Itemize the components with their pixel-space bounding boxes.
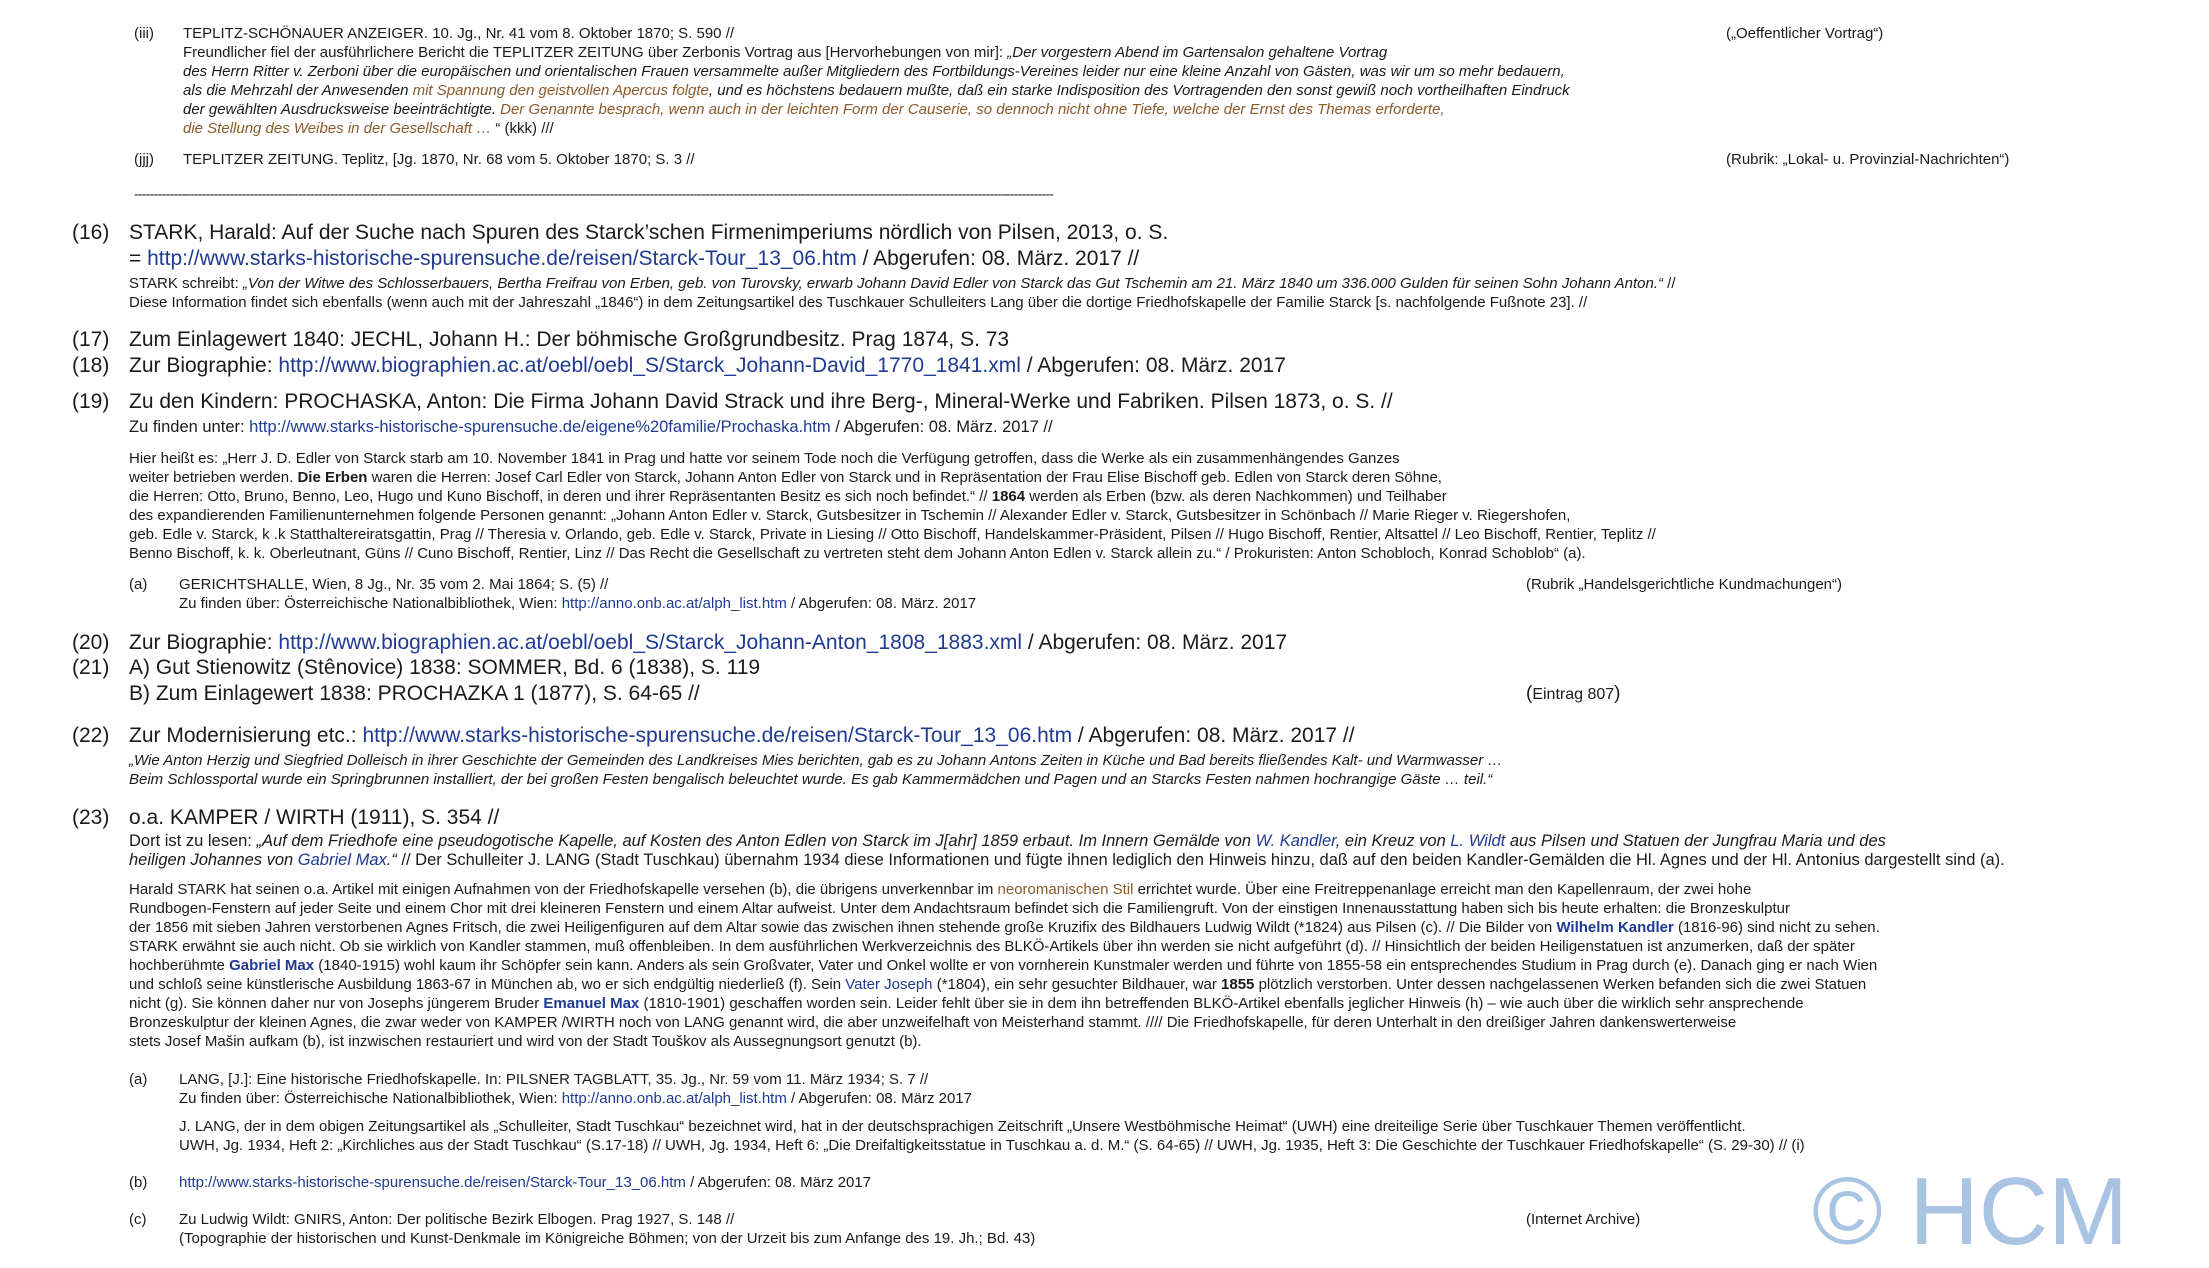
fn23a-number: (a) (129, 1071, 148, 1088)
note-iii-line4: der gewählten Ausdrucksweise beeinträchtigte. Der Genannte besprach, wenn auch in der leichten Form der Causerie, so dennoch nicht ohne Tiefe, welche der Ernst des Themas erforderte, (183, 101, 1445, 118)
fn23c-number: (c) (129, 1211, 147, 1228)
fn20-number: (20) (72, 631, 110, 654)
fn23c-note-line1: (Topographie der historischen und Kunst-Denkmale im Königreiche Böhmen; von der Urzeit bis zum Anfange des 19. Jh.; Bd. 43) (179, 1230, 1036, 1247)
fn19a-find-line: Zu finden über: Österreichische Nationalbibliothek, Wien: http://anno.onb.ac.at/alph_list.htm / Abgerufen: 08. März. 2017 (179, 595, 977, 612)
fn16-title: STARK, Harald: Auf der Suche nach Spuren des Starck’schen Firmenimperiums nördlich von Pilsen, 2013, o. S. (129, 221, 1169, 244)
fn23a-url-link[interactable]: http://anno.onb.ac.at/alph_list.htm (561, 1090, 787, 1107)
fn19a-number: (a) (129, 576, 148, 593)
note-jjj-number: (jjj) (134, 151, 154, 168)
fn19a-tag: (Rubrik „Handelsgerichtliche Kundmachungen“) (1526, 576, 1842, 593)
fn19-url-link[interactable]: http://www.starks-historische-spurensuche.de/eigene%20familie/Prochaska.htm (249, 418, 831, 436)
fn23b-line: http://www.starks-historische-spurensuche.de/reisen/Starck-Tour_13_06.htm / Abgerufen: 08. März 2017 (179, 1174, 872, 1191)
fn19-title: Zu den Kindern: PROCHASKA, Anton: Die Firma Johann David Strack und ihre Berg-, Mineral-Werke und Fabriken. Pilsen 1873, o. S. // (129, 390, 1393, 413)
note-jjj-source: TEPLITZER ZEITUNG. Teplitz, [Jg. 1870, Nr. 68 vom 5. Oktober 1870; S. 3 // (183, 151, 695, 168)
fn23b-number: (b) (129, 1174, 148, 1191)
fn16-info-line: Diese Information findet sich ebenfalls (wenn auch mit der Jahreszahl „1846“) in dem Zeitungsartikel des Tuschkauer Schulleiters Lang über die dortige Friedhofskapelle der Familie Starck [s. nachfolgende Fußnote 23]. // (129, 294, 1588, 311)
fn22-quote-line2: Beim Schlossportal wurde ein Springbrunnen installiert, der bei großen Festen bengalisch beleuchtet wurde. Es gab Kammermädchen und Pagen und an Starcks Festen nahmen hochrangige Gäste … teil.“ (129, 771, 1493, 788)
fn16-number: (16) (72, 221, 110, 244)
fn21-line-b: B) Zum Einlagewert 1838: PROCHAZKA 1 (1877), S. 64-65 // (129, 682, 700, 705)
fn23-para-line5: hochberühmte Gabriel Max (1840-1915) wohl kaum ihr Schöpfer sein kann. Anders als sein Großvater, Vater und Onkel wollte er von vornherein Kunstmaler werden und führte von 1855-58 ein entsprechendes Studium in Prag durch (e). Danach ging er nach Wien (129, 957, 1878, 974)
fn16-url-link[interactable]: http://www.starks-historische-spurensuche.de/reisen/Starck-Tour_13_06.htm (147, 247, 857, 270)
fn17-text: Zum Einlagewert 1840: JECHL, Johann H.: Der böhmische Großgrundbesitz. Prag 1874, S. 73 (129, 328, 1010, 351)
fn19-find-line: Zu finden unter: http://www.starks-historische-spurensuche.de/eigene%20familie/Prochaska.htm / Abgerufen: 08. März. 2017 // (129, 418, 1053, 436)
fn23a-source: LANG, [J.]: Eine historische Friedhofskapelle. In: PILSNER TAGBLATT, 35. Jg., Nr. 59 vom 11. März 1934; S. 7 // (179, 1071, 929, 1088)
fn23-para-line3: der 1856 mit sieben Jahren verstorbenen Agnes Fritsch, die zwei Heiligenfiguren auf dem Altar sowie das zwischen ihnen stehende große Kruzifix des Bildhauers Ludwig Wildt (*1824) aus Pilsen (c). // Die Bilder von Wilhelm Kandler (1816-96) sind nicht zu sehen. (129, 919, 1880, 936)
fn23-para-line7: nicht (g). Sie können daher nur von Josephs jüngerem Bruder Emanuel Max (1810-1901) geschaffen worden sein. Leider fehlt über sie in dem ihn betreffenden BLKÖ-Artikel ebenfalls jeglicher Hinweis (h) – wie auch über die wirklich sehr ansprechende (129, 995, 1804, 1012)
fn23-para-line9: stets Josef Mašin aufkam (b), ist inzwischen restauriert und wird von der Stadt Touškov als Aussegnungsort genutzt (b). (129, 1033, 922, 1050)
fn22-line: Zur Modernisierung etc.: http://www.starks-historische-spurensuche.de/reisen/Starck-Tour_13_06.htm / Abgerufen: 08. März. 2017 // (129, 724, 1355, 747)
fn17-number: (17) (72, 328, 110, 351)
fn19-quote-line2: weiter betrieben werden. Die Erben waren die Herren: Josef Carl Edler von Starck, Johann Anton Edler von Starck und in Repräsentation der Frau Elise Bischoff geb. Edlen von Starck deren Söhne, (129, 469, 1442, 486)
copyright-watermark: © HCM (1812, 1158, 2129, 1265)
fn19-number: (19) (72, 390, 110, 413)
note-iii-line3: als die Mehrzahl der Anwesenden mit Spannung den geistvollen Apercus folgte, und es höchstens bedauern mußte, daß ein starke Indisposition des Vortragenden den sonst gewiß noch vortheilhaften Eindruck (183, 82, 1570, 99)
fn16-quote-line: STARK schreibt: „Von der Witwe des Schlosserbauers, Bertha Freifrau von Erben, geb. von Turovsky, erwarb Johann David Edler von Starck das Gut Tschemin am 21. März 1840 um 336.000 Gulden für seinen Sohn Johann Anton.“ // (129, 275, 1676, 292)
fn23a-find-line: Zu finden über: Österreichische Nationalbibliothek, Wien: http://anno.onb.ac.at/alph_list.htm / Abgerufen: 08. März 2017 (179, 1090, 972, 1107)
fn19-quote-line1: Hier heißt es: „Herr J. D. Edler von Starck starb am 10. November 1841 in Prag und hatte vor seinem Tode noch die Verfügung getroffen, dass die Werke als ein zusammenhängendes Ganzes (129, 450, 1400, 467)
fn19-quote-line6: Benno Bischoff, k. k. Oberleutnant, Güns // Cuno Bischoff, Rentier, Linz // Das Recht die Gesellschaft zu vertreten steht dem Johann Anton Edlen v. Starck allein zu.“ / Prokuristen: Anton Schobloch, Konrad Schoblob“ (a). (129, 545, 1586, 562)
fn23-detail-line1: Dort ist zu lesen: „Auf dem Friedhofe eine pseudogotische Kapelle, auf Kosten des Anton Edlen von Starck im J[ahr] 1859 erbaut. Im Innern Gemälde von W. Kandler, ein Kreuz von L. Wildt aus Pilsen und Statuen der Jungfrau Maria und des (129, 832, 1886, 850)
fn20-line: Zur Biographie: http://www.biographien.ac.at/oebl/oebl_S/Starck_Johann-Anton_1808_1883.xml / Abgerufen: 08. März. 2017 (129, 631, 1288, 654)
fn18-number: (18) (72, 354, 110, 377)
note-iii-number: (iii) (134, 25, 154, 42)
note-iii-line1: Freundlicher fiel der ausführlichere Bericht die TEPLITZER ZEITUNG über Zerbonis Vortrag aus [Hervorhebungen von mir]: „Der vorgestern Abend im Gartensalon gehaltene Vortrag (183, 44, 1388, 61)
fn19a-source: GERICHTSHALLE, Wien, 8 Jg., Nr. 35 vom 2. Mai 1864; S. (5) // (179, 576, 609, 593)
fn23-title: o.a. KAMPER / WIRTH (1911), S. 354 // (129, 806, 500, 829)
fn23-detail-line2: heiligen Johannes von Gabriel Max.“ // Der Schulleiter J. LANG (Stadt Tuschkau) übernahm 1934 diese Informationen und fügte ihnen lediglich den Hinweis hinzu, daß auf den beiden Kandler-Gemälden die Hl. Agnes und der Hl. Antonius dargestellt sind (a). (129, 851, 2005, 869)
fn23-para-line8: Bronzeskulptur der kleinen Agnes, die zwar weder von KAMPER /WIRTH noch von LANG genannt wird, die aber unzweifelhaft von Meisterhand stammt. //// Die Friedhofskapelle, für deren Unterhalt in den dreißiger Jahren dankenswerterweise (129, 1014, 1737, 1031)
fn23c-source: Zu Ludwig Wildt: GNIRS, Anton: Der politische Bezirk Elbogen. Prag 1927, S. 148 // (179, 1211, 735, 1228)
note-iii-line5: die Stellung des Weibes in der Gesellschaft … “ (kkk) /// (183, 120, 554, 137)
fn23-para-line2: Rundbogen-Fenstern auf jeder Seite und einem Chor mit drei kleineren Fenstern und einem Altar aufweist. Unter dem Andachtsraum befindet sich die Familiengruft. Von der einstigen Innenausstattung haben sich bis heute erhalten: die Bronzeskulptur (129, 900, 1790, 917)
fn22-quote-line1: „Wie Anton Herzig und Siegfried Dolleisch in ihrer Geschichte der Gemeinden des Landkreises Mies berichten, gab es zu Johann Antons Zeiten in Küche und Bad bereits fließendes Kalt- und Warmwasser … (129, 752, 1503, 769)
note-jjj-tag: (Rubrik: „Lokal- u. Provinzial-Nachrichten“) (1726, 151, 2010, 168)
fn22-number: (22) (72, 724, 110, 747)
separator-line: -------------------------------------------------------------------------------------------------------------------------------------------------------------------------------------------------------------------------------------- (134, 186, 1053, 203)
fn23a-note-line1: J. LANG, der in dem obigen Zeitungsartikel als „Schulleiter, Stadt Tuschkau“ bezeichnet wird, hat in der deutschsprachigen Zeitschrift „Unsere Westböhmische Heimat“ (UWH) eine dreiteilige Serie über Tuschkauer Themen veröffentlicht. (179, 1118, 1746, 1135)
note-iii-tag: („Oeffentlicher Vortrag“) (1726, 25, 1884, 42)
fn20-url-link[interactable]: http://www.biographien.ac.at/oebl/oebl_S/Starck_Johann-Anton_1808_1883.xml (278, 631, 1023, 654)
fn23b-url-link[interactable]: http://www.starks-historische-spurensuche.de/reisen/Starck-Tour_13_06.htm (179, 1174, 686, 1191)
fn23a-note-line2: UWH, Jg. 1934, Heft 2: „Kirchliches aus der Stadt Tuschkau“ (S.17-18) // UWH, Jg. 1934, Heft 6: „Die Dreifaltigkeitsstatue in Tuschkau a. d. M.“ (S. 64-65) // UWH, Jg. 1935, Heft 3: Die Geschichte der Tuschkauer Friedhofskapelle“ (S. 29-30) // (i) (179, 1137, 1805, 1154)
fn22-url-link[interactable]: http://www.starks-historische-spurensuche.de/reisen/Starck-Tour_13_06.htm (362, 724, 1073, 747)
fn18-url-link[interactable]: http://www.biographien.ac.at/oebl/oebl_S/Starck_Johann-David_1770_1841.xml (278, 354, 1021, 377)
fn21-number: (21) (72, 656, 110, 679)
fn23-para-line4: STARK erwähnt sie auch nicht. Ob sie wirklich von Kandler stammen, muß offenbleiben. In dem ausführlichen Werkverzeichnis des BLKÖ-Artikels über ihn werden sie nicht aufgeführt (d). // Hinsichtlich der beiden Heiligenstatuen ist anzumerken, daß der später (129, 938, 1855, 955)
fn19-quote-line3: die Herren: Otto, Bruno, Benno, Leo, Hugo und Kuno Bischoff, in deren und ihrer Repräsentanten Besitz es sich noch befindet.“ // 1864 werden als Erben (bzw. als deren Nachkommen) und Teilhaber (129, 488, 1447, 505)
fn19-quote-line4: des expandierenden Familienunternehmen folgende Personen genannt: „Johann Anton Edler v. Starck, Gutsbesitzer in Tschemin // Alexander Edler v. Starck, Gutsbesitzer in Schönbach // Marie Rieger v. Riegershofen, (129, 507, 1571, 524)
fn23-number: (23) (72, 806, 110, 829)
fn16-link-line: = http://www.starks-historische-spurensuche.de/reisen/Starck-Tour_13_06.htm / Abgerufen: 08. März. 2017 // (129, 247, 1140, 270)
fn23c-tag: (Internet Archive) (1526, 1211, 1641, 1228)
fn23-para-line1: Harald STARK hat seinen o.a. Artikel mit einigen Aufnahmen von der Friedhofskapelle versehen (b), die übrigens unverkennbar im neoromanischen Stil errichtet wurde. Über eine Freitreppenanlage erreicht man den Kapellenraum, der zwei hohe (129, 881, 1752, 898)
fn23-para-line6: und schloß seine künstlerische Ausbildung 1863-67 in München ab, wo er sich endgültig niederließ (f). Sein Vater Joseph (*1804), ein sehr gesuchter Bildhauer, war 1855 plötzlich verstorben. Unter dessen nachgelassenen Werken befanden sich die zwei Statuen (129, 976, 1867, 993)
fn21-tag: (Eintrag 807) (1526, 683, 1621, 704)
fn19a-url-link[interactable]: http://anno.onb.ac.at/alph_list.htm (561, 595, 787, 612)
fn19-quote-line5: geb. Edle v. Starck, k .k Statthaltereiratsgattin, Prag // Theresia v. Orlando, geb. Edle v. Starck, Private in Liesing // Otto Bischoff, Handelskammer-Präsident, Pilsen // Hugo Bischoff, Rentier, Altsattel // Leo Bischoff, Rentier, Teplitz // (129, 526, 1656, 543)
fn18-line: Zur Biographie: http://www.biographien.ac.at/oebl/oebl_S/Starck_Johann-David_1770_1841.xml / Abgerufen: 08. März. 2017 (129, 354, 1286, 377)
note-iii-source: TEPLITZ-SCHÖNAUER ANZEIGER. 10. Jg., Nr. 41 vom 8. Oktober 1870; S. 590 // (183, 25, 735, 42)
note-iii-line2: des Herrn Ritter v. Zerboni über die europäischen und orientalischen Frauen versammelte außer Mitgliedern des Fortbildungs-Vereines leider nur eine kleine Anzahl von Gästen, was wir um so mehr bedauern, (183, 63, 1565, 80)
fn21-line-a: A) Gut Stienowitz (Stênovice) 1838: SOMMER, Bd. 6 (1838), S. 119 (129, 656, 761, 679)
